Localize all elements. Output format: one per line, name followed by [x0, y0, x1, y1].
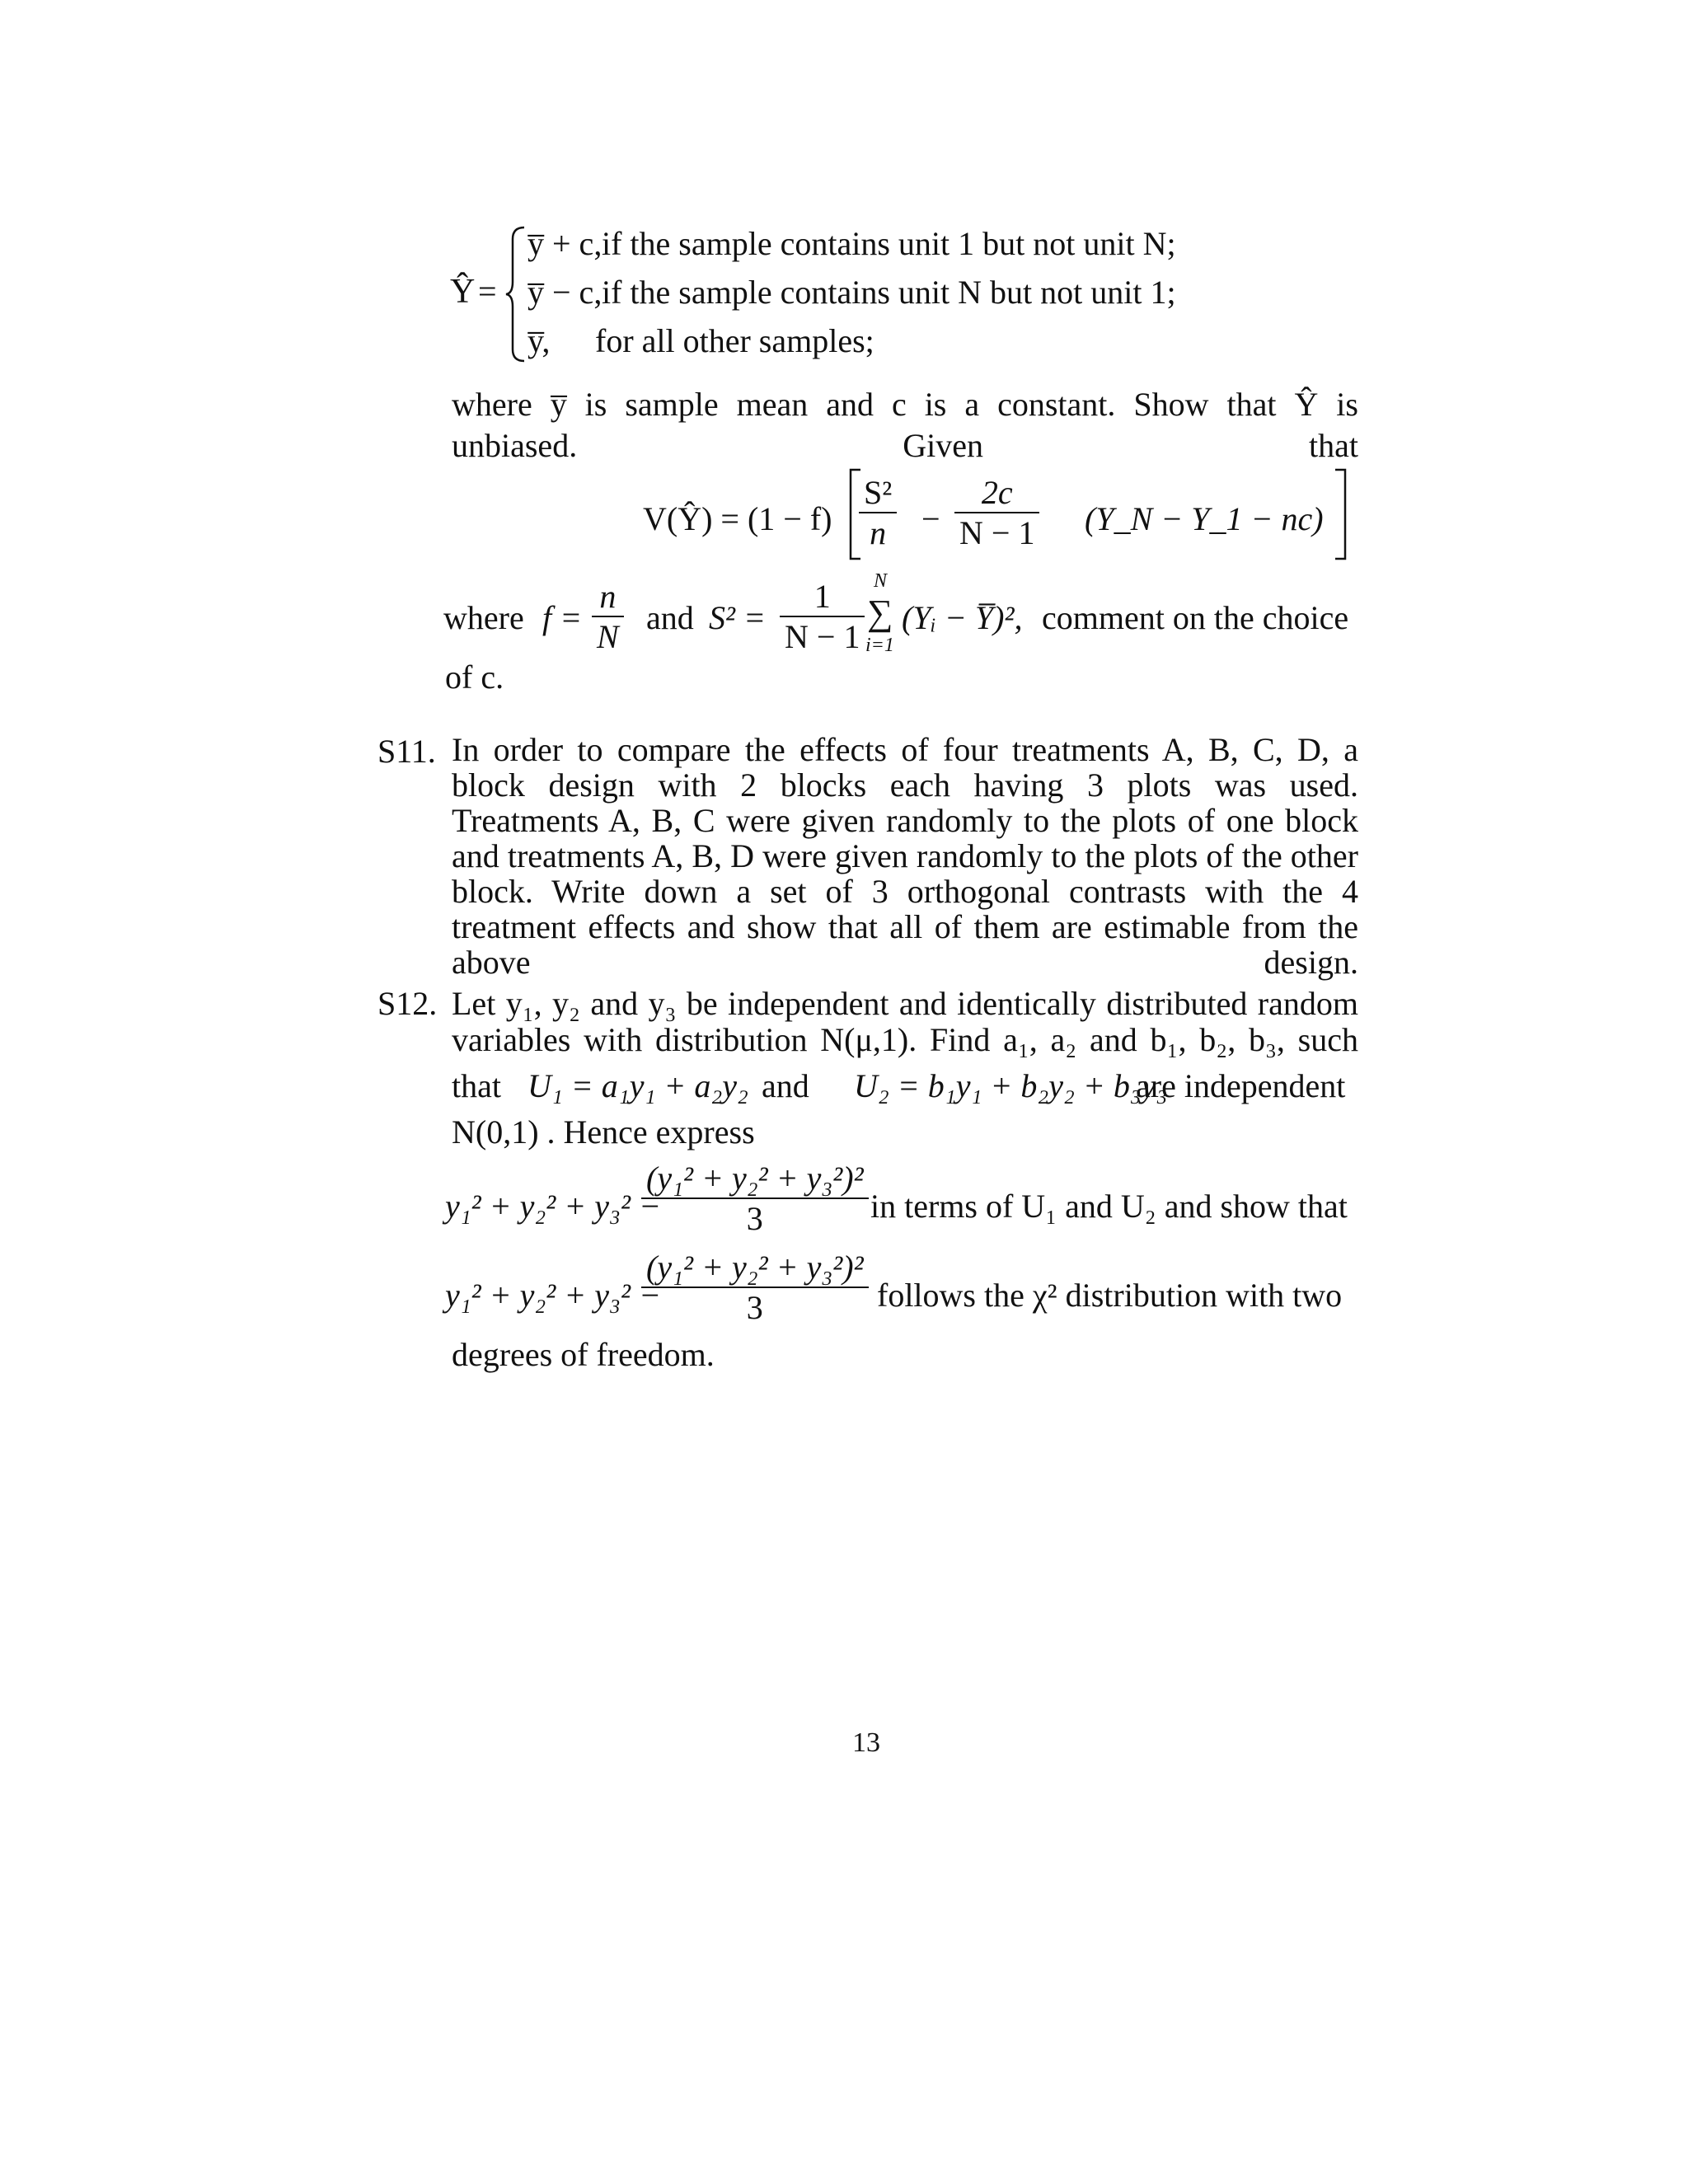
s12-line3 — [452, 1066, 1358, 1104]
s12-last-line: degrees of freedom. — [452, 1336, 715, 1373]
that-word: that — [452, 1067, 501, 1104]
right-bracket-icon — [1332, 468, 1348, 560]
comment-text: comment on the choice — [1042, 599, 1349, 636]
N-den: N — [597, 618, 619, 655]
sum-lower: i=1 — [865, 635, 894, 656]
expr1-den: 3 — [746, 1200, 763, 1237]
expr1-num: (y₁² + y₂² + y₃²)² — [641, 1159, 869, 1199]
expr2-lhs: y₁² + y₂² + y₃² − — [445, 1277, 661, 1314]
case1-expr: y̅ + c, — [528, 225, 603, 262]
case1-text: if the sample contains unit 1 but not unit N; — [602, 225, 1176, 262]
page-number: 13 — [852, 1727, 880, 1758]
are-independent: are independent — [1136, 1067, 1346, 1104]
s2-over-n — [859, 473, 897, 552]
n-denominator: n — [870, 514, 887, 551]
expr2-text: follows the χ² distribution with two — [877, 1277, 1343, 1314]
and-word-2: and — [762, 1067, 809, 1104]
equals-sign: = — [478, 273, 497, 310]
sum-term: (Yᵢ − Y̅)², — [902, 599, 1023, 636]
s11-text: In order to compare the effects of four treatments A, B, C, D, a block design with 2 blocks each having 3 plots was used. Treatments A, B, C were given randomly to the plots of one block and treatments A, B, D were given randomly to the plots of the other block. Write down a set of 3 orthogonal contrasts with the 4 treatment effects and show that all of them are estimable from the above design. — [452, 731, 1358, 981]
f-equals: f = — [542, 599, 583, 636]
where-word: where — [443, 599, 524, 636]
one-over-n-minus-1 — [780, 577, 865, 656]
expr2-den: 3 — [746, 1289, 763, 1326]
s12-line2: variables with distribution N(μ,1). Find a₁, a₂ and b₁, b₂, b₃, such — [452, 1021, 1358, 1058]
s11-label: S11. — [377, 733, 436, 770]
u2-definition: U₂ = b₁y₁ + b₂y₂ + b₃y₃ — [854, 1067, 1168, 1104]
S2-equals: S² = — [709, 599, 766, 636]
expr2-num: (y₁² + y₂² + y₃²)² — [641, 1248, 869, 1288]
n-minus-1-den2: N − 1 — [785, 618, 860, 655]
where-paragraph: where y̅ is sample mean and c is a constant. Show that Ŷ is unbiased. Given that — [452, 386, 1358, 464]
case2-text: if the sample contains unit N but not unit 1; — [602, 274, 1176, 311]
n-minus-1-den: N − 1 — [959, 514, 1035, 551]
expression-1 — [445, 1159, 1360, 1249]
and-word: and — [646, 599, 694, 636]
one-num: 1 — [780, 577, 865, 617]
expression-2 — [445, 1248, 1360, 1338]
variance-lhs: V(Ŷ) = (1 − f) — [643, 500, 832, 537]
sum-symbol: ∑ — [867, 593, 893, 633]
estimator-symbol: Ŷ — [450, 273, 476, 311]
two-c: 2c — [954, 473, 1039, 513]
s2: S² — [859, 473, 897, 513]
sum-upper: N — [874, 570, 888, 592]
left-brace-icon — [503, 224, 528, 364]
where-definitions — [443, 570, 1358, 659]
s12-label: S12. — [377, 985, 438, 1022]
variance-paren: (Y_N − Y_1 − nc) — [1085, 500, 1324, 537]
n-over-N — [592, 577, 624, 656]
u1-definition: U₁ = a₁y₁ + a₂y₂ — [528, 1067, 748, 1104]
expr1-fraction — [641, 1159, 869, 1238]
n-num: n — [592, 577, 624, 617]
case3-text: for all other samples; — [595, 322, 874, 359]
s12-line4: N(0,1) . Hence express — [452, 1113, 755, 1151]
of-c: of c. — [445, 658, 504, 696]
case3-expr: y̅, — [528, 322, 551, 359]
minus-sign: − — [921, 500, 940, 537]
expr1-text: in terms of U₁ and U₂ and show that — [870, 1188, 1348, 1225]
case2-expr: y̅ − c, — [528, 274, 603, 311]
s12-line1: Let y₁, y₂ and y₃ be independent and identically distributed random — [452, 985, 1358, 1022]
expr1-lhs: y₁² + y₂² + y₃² − — [445, 1188, 661, 1225]
two-c-over-n-minus-1 — [954, 473, 1039, 552]
expr2-fraction — [641, 1248, 869, 1327]
